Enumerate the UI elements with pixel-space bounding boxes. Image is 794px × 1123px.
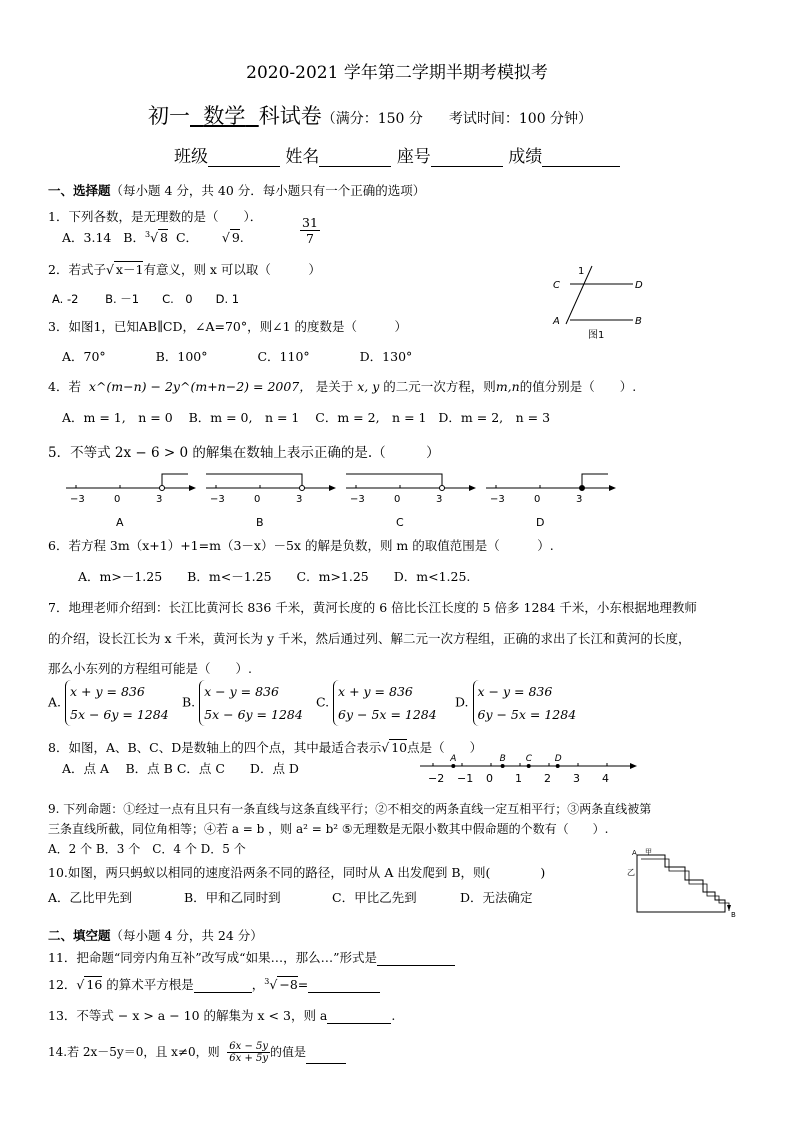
tick-label: −3: [210, 494, 225, 505]
point-b-label: B: [731, 911, 736, 919]
name-label: 姓名: [285, 147, 320, 167]
endpoint-dot: [580, 486, 585, 491]
endpoint-dot: [160, 486, 165, 491]
tick-label: 3: [156, 494, 163, 505]
point-dot: [527, 764, 531, 768]
point-label: C: [525, 754, 532, 764]
q4-options: A．m = 1, n = 0 B．m = 0, n = 1 C．m = 2, n = 1 D．m = 2, n = 3: [62, 410, 551, 425]
option-label: D: [536, 516, 545, 529]
q7-option-c: C. x + y = 836 6y − 5x = 1284: [316, 680, 451, 726]
q7-line-3: 那么小东列的方程组可能是（ ）.: [48, 661, 252, 676]
q3-options: A．70° B．100° C．110° D．130°: [62, 349, 413, 364]
grade-label: 初一: [148, 104, 190, 128]
time-info: 考试时间：100 分钟）: [448, 111, 593, 127]
figure-1-caption: 图1: [588, 330, 605, 341]
exam-title: 2020-2021 学年第二学期半期考模拟考: [246, 63, 548, 83]
section2-heading: 二、填空题（每小题 4 分，共 24 分）: [48, 928, 263, 943]
q12-answer-field-1[interactable]: [194, 978, 252, 993]
q7-line-2: 的介绍，设长江长为 x 千米，黄河长为 y 千米，然后通过列、解二元一次方程组，正确的求出了长江和黄河的长度，: [48, 631, 691, 646]
q8-options: A．点 A B．点 B C．点 C D．点 D: [62, 761, 299, 776]
solution-ray: [206, 474, 302, 488]
score-info: （满分：150 分: [321, 111, 423, 127]
arrow-icon: [329, 485, 336, 491]
q4-stem: 4．若 x^(m−n) − 2y^(m+n−2) = 2007， 是关于 x, y 的二元一次方程，则m,n的值分别是（ ）.: [48, 379, 637, 394]
tick-label: −3: [490, 494, 505, 505]
tick-label: 0: [534, 494, 541, 505]
point-label: D: [554, 754, 562, 764]
q14: 14.若 2x－5y＝0，且 x≠0，则 $\frac{6x - 5y}{6x + 5y}$ 的值是: [48, 1041, 346, 1064]
q1-options: A．3.14 B．$^3$√ 8 C． √ 9.: [62, 229, 244, 245]
q9-line-2: 三条直线所截，同位角相等；④若 a = b ，则 a² = b² ⑤无理数是无限小数其中假命题的个数有（ ）.: [48, 822, 609, 836]
q11-answer-field[interactable]: [377, 951, 455, 966]
tick-label: 3: [296, 494, 303, 505]
arrow-icon: [609, 485, 616, 491]
solution-ray: [162, 474, 188, 488]
endpoint-dot: [440, 486, 445, 491]
name-field[interactable]: [319, 149, 391, 167]
endpoint-dot: [300, 486, 305, 491]
q6-options: A．m>－1.25 B．m<－1.25 C．m>1.25 D．m<1.25.: [78, 569, 471, 584]
path-yi-label: 乙: [627, 868, 635, 877]
tick-label: 0: [394, 494, 401, 505]
subject-label: 数学: [203, 104, 246, 128]
point-c-label: C: [553, 280, 560, 291]
tick-label: −2: [428, 772, 445, 785]
q3-stem: 3．如图1，已知AB∥CD，∠A=70°，则∠1 的度数是（ ）: [48, 319, 408, 334]
point-label: A: [450, 754, 457, 764]
q10-figure: [625, 847, 740, 919]
q7-line-1: 7．地理老师介绍到：长江比黄河长 836 千米，黄河长度的 6 倍比长江长度的 5 倍多 1284 千米，小东根据地理教师: [48, 600, 697, 615]
angle-1-label: 1: [578, 266, 585, 277]
q2-stem: 2．若式子√ x－1有意义，则 x 可以取（ ）: [48, 262, 321, 277]
q9-line-1: 9. 下列命题：①经过一点有且只有一条直线与这条直线平行；②不相交的两条直线一定互相平行；③两条直线被第: [48, 802, 652, 816]
path-jia: [637, 855, 725, 907]
solution-ray: [346, 474, 442, 488]
student-info-fields: [174, 142, 620, 167]
solution-ray: [582, 474, 608, 488]
point-a-label: A: [632, 849, 637, 857]
q12: 12．√ 16 的算术平方根是 ，$^3$√ −8=: [48, 975, 380, 993]
paper-label: 科试卷: [258, 104, 322, 128]
tick-label: 0: [486, 772, 493, 785]
q10-stem: 10.如图，两只蚂蚁以相同的速度沿两条不同的路径，同时从 A 出发爬到 B，则( ): [48, 865, 546, 880]
q10-options: A．乙比甲先到 B．甲和乙同时到 C．甲比乙先到 D．无法确定: [48, 890, 533, 905]
seat-field[interactable]: [431, 149, 503, 167]
exam-subtitle: [148, 100, 592, 130]
tick-label: 3: [576, 494, 583, 505]
q7-options: [48, 680, 585, 726]
q12-answer-field-2[interactable]: [308, 978, 380, 993]
tick-label: 4: [602, 772, 609, 785]
q14-answer-field[interactable]: [306, 1049, 346, 1064]
point-label: B: [499, 754, 506, 764]
q13: 13．不等式 − x > a − 10 的解集为 x < 3，则 a .: [48, 1008, 396, 1023]
point-b-label: B: [635, 316, 642, 327]
tick-label: 3: [573, 772, 580, 785]
arrow-icon: [630, 763, 637, 769]
class-label: 班级: [174, 147, 208, 167]
path-jia-label: 甲: [645, 848, 652, 856]
arrow-icon: [469, 485, 476, 491]
q7-option-b: B. x − y = 836 5x − 6y = 1284: [182, 680, 312, 726]
tick-label: 3: [436, 494, 443, 505]
q2-options: A. -2 B. －1 C. 0 D. 1: [52, 292, 240, 306]
tick-label: 0: [254, 494, 261, 505]
q8-number-line: [415, 752, 640, 788]
q1-option-d-fraction: $\frac{31}{7}$: [302, 215, 318, 246]
q7-option-d: D. x − y = 836 6y − 5x = 1284: [455, 680, 585, 726]
path-yi: [637, 855, 725, 912]
point-a-label: A: [553, 316, 560, 327]
point-dot: [556, 764, 560, 768]
q8-stem: 8．如图，A、B、C、D是数轴上的四个点，其中最适合表示√ 10点是（ ）: [48, 740, 483, 755]
q9-options: A．2 个 B．3 个 C．4 个 D．5 个: [48, 842, 246, 856]
seat-label: 座号: [396, 147, 431, 167]
figure-1: [548, 262, 658, 344]
score-field[interactable]: [542, 149, 620, 167]
q5-number-lines: [60, 468, 620, 530]
tick-label: −1: [457, 772, 474, 785]
point-dot: [501, 764, 505, 768]
point-d-label: D: [635, 280, 643, 291]
tick-label: −3: [350, 494, 365, 505]
tick-label: −3: [70, 494, 85, 505]
q11: 11．把命题“同旁内角互补”改写成“如果…，那么…”形式是: [48, 948, 455, 966]
tick-label: 1: [515, 772, 522, 785]
q13-answer-field[interactable]: [327, 1009, 391, 1024]
section1-heading: 一、选择题（每小题 4 分，共 40 分．每小题只有一个正确的选项）: [48, 183, 426, 198]
tick-label: 2: [544, 772, 551, 785]
option-label: A: [116, 516, 124, 529]
class-field[interactable]: [208, 149, 280, 167]
score-label: 成绩: [508, 147, 543, 167]
arrow-icon: [189, 485, 196, 491]
option-label: B: [256, 516, 264, 529]
tick-label: 0: [114, 494, 121, 505]
point-dot: [451, 764, 455, 768]
q6-stem: 6．若方程 3m（x+1）+1=m（3－x）－5x 的解是负数，则 m 的取值范围是（ ）.: [48, 538, 554, 553]
q7-option-a: A. x + y = 836 5x − 6y = 1284: [48, 680, 178, 726]
option-label: C: [396, 516, 404, 529]
q5-stem: 5．不等式 2x − 6 > 0 的解集在数轴上表示正确的是.（ ）: [48, 445, 440, 461]
q1-stem: 1．下列各数，是无理数的是（ ）．: [48, 209, 263, 224]
